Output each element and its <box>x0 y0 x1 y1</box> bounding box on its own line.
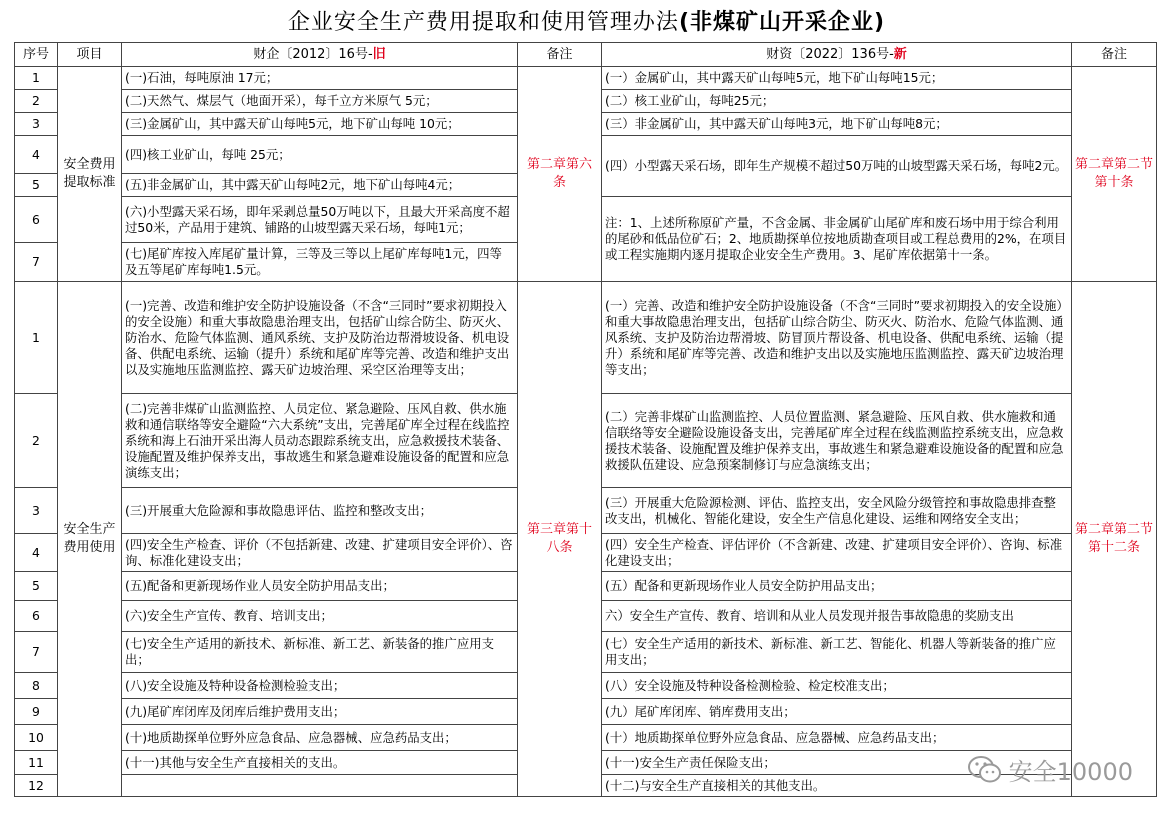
row-number: 12 <box>15 775 58 797</box>
category-extraction: 安全费用提取标准 <box>58 67 122 282</box>
page-title <box>0 6 1173 40</box>
row-number: 3 <box>15 113 58 136</box>
new-clause: (十二)与安全生产直接相关的其他支出。 <box>602 775 1072 797</box>
new-clause: (五）配备和更新现场作业人员安全防护用品支出； <box>602 572 1072 601</box>
old-clause: (九)尾矿库闭库及闭库后维护费用支出； <box>122 699 518 725</box>
old-clause: (三)开展重大危险源和事故隐患评估、监控和整改支出； <box>122 488 518 534</box>
row-number: 4 <box>15 534 58 572</box>
new-footnote: 注：1、上述所称原矿产量，不含金属、非金属矿山尾矿库和废石场中用于综合利用的尾砂和低品位矿石；2、地质勘探单位按地质勘查项目或工程总费用的2%，在项目或工程实施期内逐月提取企业安全生产费用。3、尾矿库依据第十一条。 <box>602 197 1072 282</box>
old-tag: 旧 <box>372 46 386 62</box>
header-remark: 备注 <box>518 43 602 67</box>
old-clause: (四)安全生产检查、评价（不包括新建、改建、扩建项目安全评价）、咨询、标准化建设支出； <box>122 534 518 572</box>
row-number: 9 <box>15 699 58 725</box>
old-clause: (三)金属矿山，其中露天矿山每吨5元，地下矿山每吨 10元； <box>122 113 518 136</box>
new-note-s2: 第二章第二节第十二条 <box>1072 282 1157 797</box>
table-row <box>15 67 1157 90</box>
watermark <box>967 752 1133 787</box>
row-number: 11 <box>15 751 58 775</box>
new-tag: 新 <box>893 46 907 62</box>
old-clause: (二)完善非煤矿山监测监控、人员定位、紧急避险、压风自救、供水施救和通信联络等安全避险“六大系统”支出，完善尾矿库全过程在线监控系统和海上石油开采出海人员动态跟踪系统支出，应急救援技术装备、设施配置及维护保养支出，事故逃生和紧急避难设施设备的配置和应急演练支出； <box>122 394 518 488</box>
old-clause: (一)完善、改造和维护安全防护设施设备（不含“三同时”要求初期投入的安全设施）和重大事故隐患治理支出，包括矿山综合防尘、防灭火、防治水、危险气体监测、通风系统、支护及防治边帮滑坡设备、机电设备、供配电系统、运输（提升）系统和尾矿库等完善、改造和维护支出以及实施地压监测监控、露天矿边坡治理、采空区治理等支出； <box>122 282 518 394</box>
row-number: 6 <box>15 601 58 632</box>
table-row <box>15 282 1157 394</box>
new-clause: (十一)安全生产责任保险支出； <box>602 751 1072 775</box>
old-clause: (五)配备和更新现场作业人员安全防护用品支出； <box>122 572 518 601</box>
row-number: 3 <box>15 488 58 534</box>
new-clause: (三）非金属矿山，其中露天矿山每吨3元，地下矿山每吨8元； <box>602 113 1072 136</box>
row-number: 7 <box>15 243 58 282</box>
new-clause: (七）安全生产适用的新技术、新标准、新工艺、智能化、机器人等新装备的推广应用支出； <box>602 632 1072 673</box>
old-doc-label: 财企〔2012〕16号- <box>253 46 373 62</box>
new-clause: (四）安全生产检查、评估评价（不含新建、改建、扩建项目安全评价）、咨询、标准化建设支出； <box>602 534 1072 572</box>
new-doc-label: 财资〔2022〕136号- <box>766 46 894 62</box>
comparison-table <box>14 42 1157 797</box>
title-main: 企业安全生产费用提取和使用管理办法 <box>287 10 679 35</box>
old-clause <box>122 775 518 797</box>
old-note-s2: 第三章第十八条 <box>518 282 602 797</box>
header-remark-2: 备注 <box>1072 43 1157 67</box>
title-sub: (非煤矿山开采企业) <box>678 10 886 35</box>
old-clause: (七)尾矿库按入库尾矿量计算，三等及三等以上尾矿库每吨1元，四等及五等尾矿库每吨1.5元。 <box>122 243 518 282</box>
row-number: 1 <box>15 282 58 394</box>
new-clause: (二）完善非煤矿山监测监控、人员位置监测、紧急避险、压风自救、供水施救和通信联络等安全避险设施设备支出，完善尾矿库全过程在线监测监控系统支出，应急救援技术装备、设施配置及维护保养支出，事故逃生和紧急避难设施设备的配置和应急救援队伍建设、应急预案制修订与应急演练支出； <box>602 394 1072 488</box>
old-clause: (二)天然气、煤层气（地面开采），每千立方米原气 5元； <box>122 90 518 113</box>
header-old-doc <box>122 43 518 67</box>
old-clause: (八)安全设施及特种设备检测检验支出； <box>122 673 518 699</box>
row-number: 6 <box>15 197 58 243</box>
header-new-doc <box>602 43 1072 67</box>
watermark-text: 安全10000 <box>1008 758 1133 786</box>
header-item: 项目 <box>58 43 122 67</box>
row-number: 8 <box>15 673 58 699</box>
old-note-s1: 第二章第六条 <box>518 67 602 282</box>
new-note-s1: 第二章第二节第十条 <box>1072 67 1157 282</box>
row-number: 5 <box>15 572 58 601</box>
category-usage: 安全生产费用使用 <box>58 282 122 797</box>
old-clause: (六)小型露天采石场，即年采剥总量50万吨以下，且最大开采高度不超过50米，产品用于建筑、铺路的山坡型露天采石场，每吨1元； <box>122 197 518 243</box>
old-clause: (四)核工业矿山，每吨 25元； <box>122 136 518 174</box>
row-number: 4 <box>15 136 58 174</box>
old-clause: (一)石油，每吨原油 17元； <box>122 67 518 90</box>
old-clause: (七)安全生产适用的新技术、新标准、新工艺、新装备的推广应用支出； <box>122 632 518 673</box>
header-seq: 序号 <box>15 43 58 67</box>
old-clause: (六)安全生产宣传、教育、培训支出； <box>122 601 518 632</box>
header-row <box>15 43 1157 67</box>
new-clause: (四）小型露天采石场，即年生产规模不超过50万吨的山坡型露天采石场，每吨2元。 <box>602 136 1072 197</box>
row-number: 2 <box>15 90 58 113</box>
wechat-icon <box>967 755 1003 785</box>
new-clause: (十）地质勘探单位野外应急食品、应急器械、应急药品支出； <box>602 725 1072 751</box>
new-clause: (一）金属矿山，其中露天矿山每吨5元，地下矿山每吨15元； <box>602 67 1072 90</box>
old-clause: (十一)其他与安全生产直接相关的支出。 <box>122 751 518 775</box>
old-clause: (十)地质勘探单位野外应急食品、应急器械、应急药品支出； <box>122 725 518 751</box>
new-clause: (三）开展重大危险源检测、评估、监控支出，安全风险分级管控和事故隐患排查整改支出，机械化、智能化建设，安全生产信息化建设、运维和网络安全支出； <box>602 488 1072 534</box>
new-clause: (二）核工业矿山，每吨25元； <box>602 90 1072 113</box>
row-number: 1 <box>15 67 58 90</box>
new-clause: (一）完善、改造和维护安全防护设施设备（不含“三同时”要求初期投入的安全设施）和重大事故隐患治理支出，包括矿山综合防尘、防灭火、防治水、危险气体监测、通风系统、支护及防治边帮滑坡、防冒顶片帮设备、机电设备、供配电系统、运输（提升）系统和尾矿库等完善、改造和维护支出以及实施地压监测监控、露天矿边坡治理等支出； <box>602 282 1072 394</box>
row-number: 7 <box>15 632 58 673</box>
new-clause: (九）尾矿库闭库、销库费用支出； <box>602 699 1072 725</box>
old-clause: (五)非金属矿山，其中露天矿山每吨2元，地下矿山每吨4元； <box>122 174 518 197</box>
new-clause: (八）安全设施及特种设备检测检验、检定校准支出； <box>602 673 1072 699</box>
new-clause: 六）安全生产宣传、教育、培训和从业人员发现并报告事故隐患的奖励支出 <box>602 601 1072 632</box>
row-number: 2 <box>15 394 58 488</box>
row-number: 10 <box>15 725 58 751</box>
row-number: 5 <box>15 174 58 197</box>
